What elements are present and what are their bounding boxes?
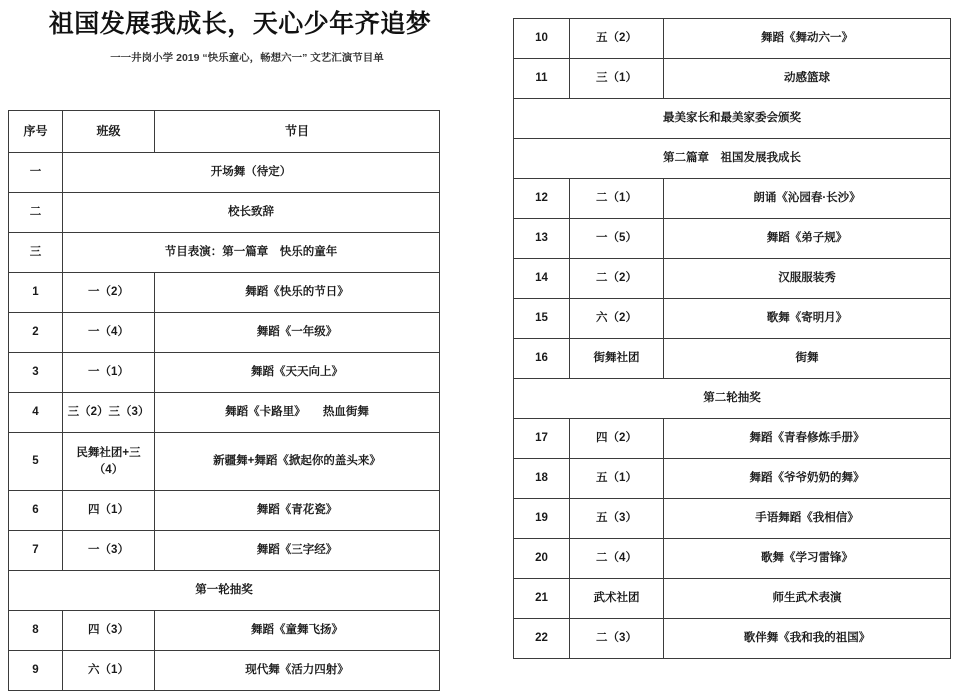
- cell-no: 7: [9, 531, 63, 571]
- cell-no: 15: [514, 299, 570, 339]
- table-row: [9, 651, 440, 691]
- table-row: [9, 433, 440, 491]
- cell-program: 朗诵《沁园春·长沙》: [664, 179, 951, 219]
- table-row: [9, 273, 440, 313]
- cell-no: 5: [9, 433, 63, 491]
- cell-no: 10: [514, 19, 570, 59]
- table-row: [514, 59, 951, 99]
- cell-program: 校长致辞: [63, 193, 440, 233]
- cell-lottery-banner: 第二轮抽奖: [514, 379, 951, 419]
- cell-no: 2: [9, 313, 63, 353]
- cell-class: 一（3）: [63, 531, 155, 571]
- cell-no: 22: [514, 619, 570, 659]
- cell-class: 四（1）: [63, 491, 155, 531]
- table-row: [514, 19, 951, 59]
- cell-program: 汉服服装秀: [664, 259, 951, 299]
- table-row: [514, 379, 951, 419]
- cell-class: 二（1）: [570, 179, 664, 219]
- cell-class: 民舞社团+三（4）: [63, 433, 155, 491]
- cell-no: 21: [514, 579, 570, 619]
- table-row: [9, 611, 440, 651]
- cell-program: 舞蹈《舞动六一》: [664, 19, 951, 59]
- column-header-program: 节目: [155, 111, 440, 153]
- cell-no: 三: [9, 233, 63, 273]
- cell-program: 舞蹈《一年级》: [155, 313, 440, 353]
- cell-class: 一（2）: [63, 273, 155, 313]
- table-row: [9, 153, 440, 193]
- cell-program: 开场舞（待定）: [63, 153, 440, 193]
- cell-program: 舞蹈《天天向上》: [155, 353, 440, 393]
- cell-lottery-banner: 第一轮抽奖: [9, 571, 440, 611]
- cell-program: 歌舞《学习雷锋》: [664, 539, 951, 579]
- cell-program: 歌舞《寄明月》: [664, 299, 951, 339]
- table-row: [514, 539, 951, 579]
- cell-class: 三（2）三（3）: [63, 393, 155, 433]
- cell-class: 四（2）: [570, 419, 664, 459]
- cell-class: 一（5）: [570, 219, 664, 259]
- table-row: [514, 619, 951, 659]
- table-row: [514, 459, 951, 499]
- cell-class: 一（1）: [63, 353, 155, 393]
- cell-program: 舞蹈《三字经》: [155, 531, 440, 571]
- cell-no: 17: [514, 419, 570, 459]
- table-row: [9, 353, 440, 393]
- cell-class: 四（3）: [63, 611, 155, 651]
- cell-program: 街舞: [664, 339, 951, 379]
- cell-award-banner: 最美家长和最美家委会颁奖: [514, 99, 951, 139]
- table-row: [514, 339, 951, 379]
- column-header-class: 班级: [63, 111, 155, 153]
- cell-class: 五（3）: [570, 499, 664, 539]
- cell-program: 动感篮球: [664, 59, 951, 99]
- cell-no: 12: [514, 179, 570, 219]
- cell-class: 三（1）: [570, 59, 664, 99]
- table-row: [514, 499, 951, 539]
- cell-program: 舞蹈《卡路里》 热血街舞: [155, 393, 440, 433]
- cell-class: 六（1）: [63, 651, 155, 691]
- cell-class: 五（1）: [570, 459, 664, 499]
- program-table-left-body: [9, 111, 440, 691]
- cell-no: 3: [9, 353, 63, 393]
- program-table-right: [513, 18, 951, 659]
- cell-chapter-title: 节目表演：第一篇章 快乐的童年: [63, 233, 440, 273]
- cell-no: 一: [9, 153, 63, 193]
- cell-class: 二（4）: [570, 539, 664, 579]
- cell-no: 19: [514, 499, 570, 539]
- cell-no: 18: [514, 459, 570, 499]
- table-row: [514, 99, 951, 139]
- cell-no: 1: [9, 273, 63, 313]
- column-header-no: 序号: [9, 111, 63, 153]
- cell-class: 一（4）: [63, 313, 155, 353]
- table-row: [514, 259, 951, 299]
- table-row: [514, 179, 951, 219]
- cell-chapter-title: 第二篇章 祖国发展我成长: [514, 139, 951, 179]
- cell-no: 6: [9, 491, 63, 531]
- cell-class: 六（2）: [570, 299, 664, 339]
- table-row: [514, 579, 951, 619]
- table-row: [9, 393, 440, 433]
- cell-no: 9: [9, 651, 63, 691]
- cell-class: 二（2）: [570, 259, 664, 299]
- table-row: [514, 419, 951, 459]
- table-row: [9, 233, 440, 273]
- cell-no: 14: [514, 259, 570, 299]
- page-title: 祖国发展我成长，天心少年齐追梦: [48, 11, 432, 38]
- page-subtitle: 一一井岗小学 2019 “快乐童心，畅想六一” 文艺汇演节目单: [110, 52, 384, 64]
- cell-no: 16: [514, 339, 570, 379]
- cell-class: 武术社团: [570, 579, 664, 619]
- table-row: [514, 299, 951, 339]
- table-row: [9, 571, 440, 611]
- cell-no: 13: [514, 219, 570, 259]
- cell-program: 舞蹈《青春修炼手册》: [664, 419, 951, 459]
- cell-class: 二（3）: [570, 619, 664, 659]
- cell-no: 20: [514, 539, 570, 579]
- cell-no: 11: [514, 59, 570, 99]
- cell-program: 师生武术表演: [664, 579, 951, 619]
- table-row: [9, 491, 440, 531]
- cell-program: 舞蹈《青花瓷》: [155, 491, 440, 531]
- cell-program: 舞蹈《快乐的节日》: [155, 273, 440, 313]
- cell-class: 五（2）: [570, 19, 664, 59]
- table-header-row: [9, 111, 440, 153]
- table-row: [9, 193, 440, 233]
- document-header: [0, 0, 470, 65]
- table-row: [514, 219, 951, 259]
- table-row: [514, 139, 951, 179]
- cell-no: 4: [9, 393, 63, 433]
- cell-class: 街舞社团: [570, 339, 664, 379]
- cell-program: 新疆舞+舞蹈《掀起你的盖头来》: [155, 433, 440, 491]
- cell-program: 现代舞《活力四射》: [155, 651, 440, 691]
- cell-no: 8: [9, 611, 63, 651]
- program-table-left: [8, 110, 440, 691]
- cell-no: 二: [9, 193, 63, 233]
- program-table-right-body: [514, 19, 951, 659]
- table-row: [9, 313, 440, 353]
- cell-program: 手语舞蹈《我相信》: [664, 499, 951, 539]
- cell-program: 舞蹈《弟子规》: [664, 219, 951, 259]
- cell-program: 舞蹈《童舞飞扬》: [155, 611, 440, 651]
- table-row: [9, 531, 440, 571]
- cell-program: 舞蹈《爷爷奶奶的舞》: [664, 459, 951, 499]
- cell-program: 歌伴舞《我和我的祖国》: [664, 619, 951, 659]
